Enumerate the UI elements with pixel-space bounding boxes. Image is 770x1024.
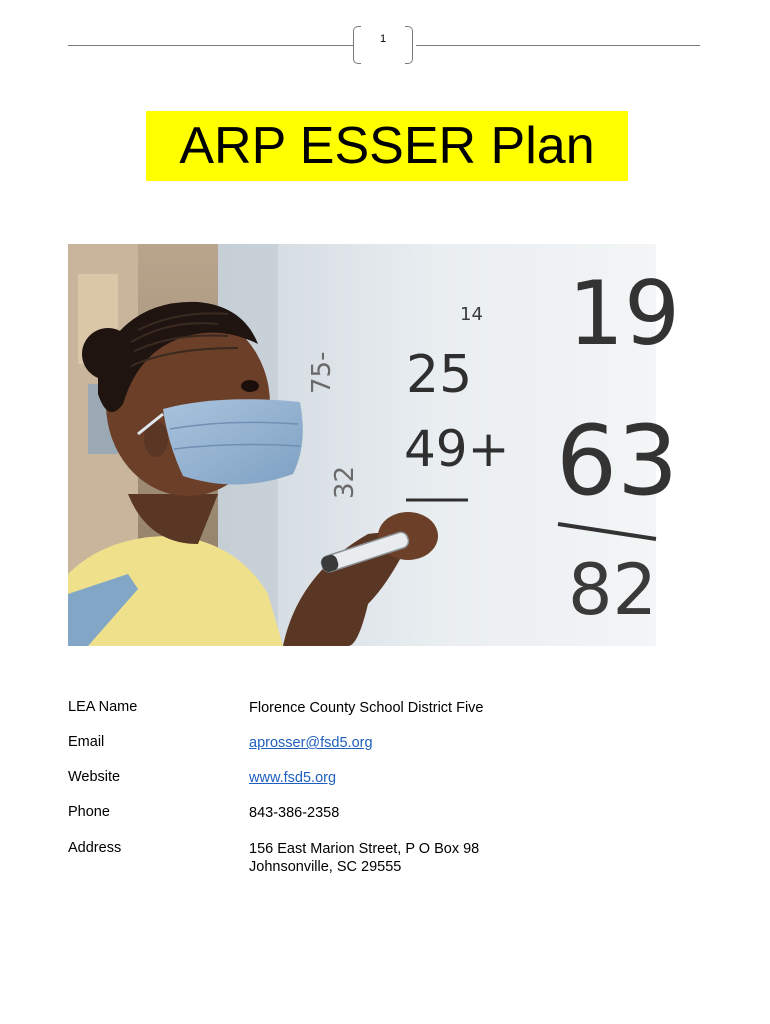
board-number-small-top: 14 — [460, 304, 483, 325]
header-rule-left — [68, 45, 353, 46]
page-number-bracket-left — [353, 26, 361, 64]
website-label: Website — [68, 769, 121, 785]
board-number-left-top: 75- — [307, 351, 337, 394]
face-mask — [163, 399, 303, 484]
hair-bun — [82, 328, 134, 380]
phone-value: 843-386-2358 — [249, 805, 340, 821]
lea-name-label: LEA Name — [68, 699, 138, 715]
address-label: Address — [68, 840, 122, 856]
board-number-left-bottom: 32 — [330, 465, 360, 499]
page-number-bracket-right — [405, 26, 413, 64]
page-title: ARP ESSER Plan — [146, 111, 628, 181]
website-link[interactable]: www.fsd5.org — [249, 770, 337, 786]
header-rule-right — [416, 45, 700, 46]
lea-name-value: Florence County School District Five — [249, 700, 484, 716]
cover-photo — [68, 244, 680, 646]
email-label: Email — [68, 734, 105, 750]
board-number-right-top: 19 — [568, 262, 680, 365]
board-number-middle-bottom: 49+ — [404, 420, 510, 478]
board-number-right-middle: 63 — [556, 405, 679, 517]
page-number: 1 — [379, 33, 387, 45]
email-link[interactable]: aprosser@fsd5.org — [249, 735, 373, 751]
board-number-right-bottom: 82 — [568, 549, 658, 631]
phone-label: Phone — [68, 804, 110, 820]
address-line-1: 156 East Marion Street, P O Box 98 — [249, 841, 480, 857]
address-line-2: Johnsonville, SC 29555 — [249, 859, 402, 875]
board-number-middle-top: 25 — [406, 345, 473, 405]
